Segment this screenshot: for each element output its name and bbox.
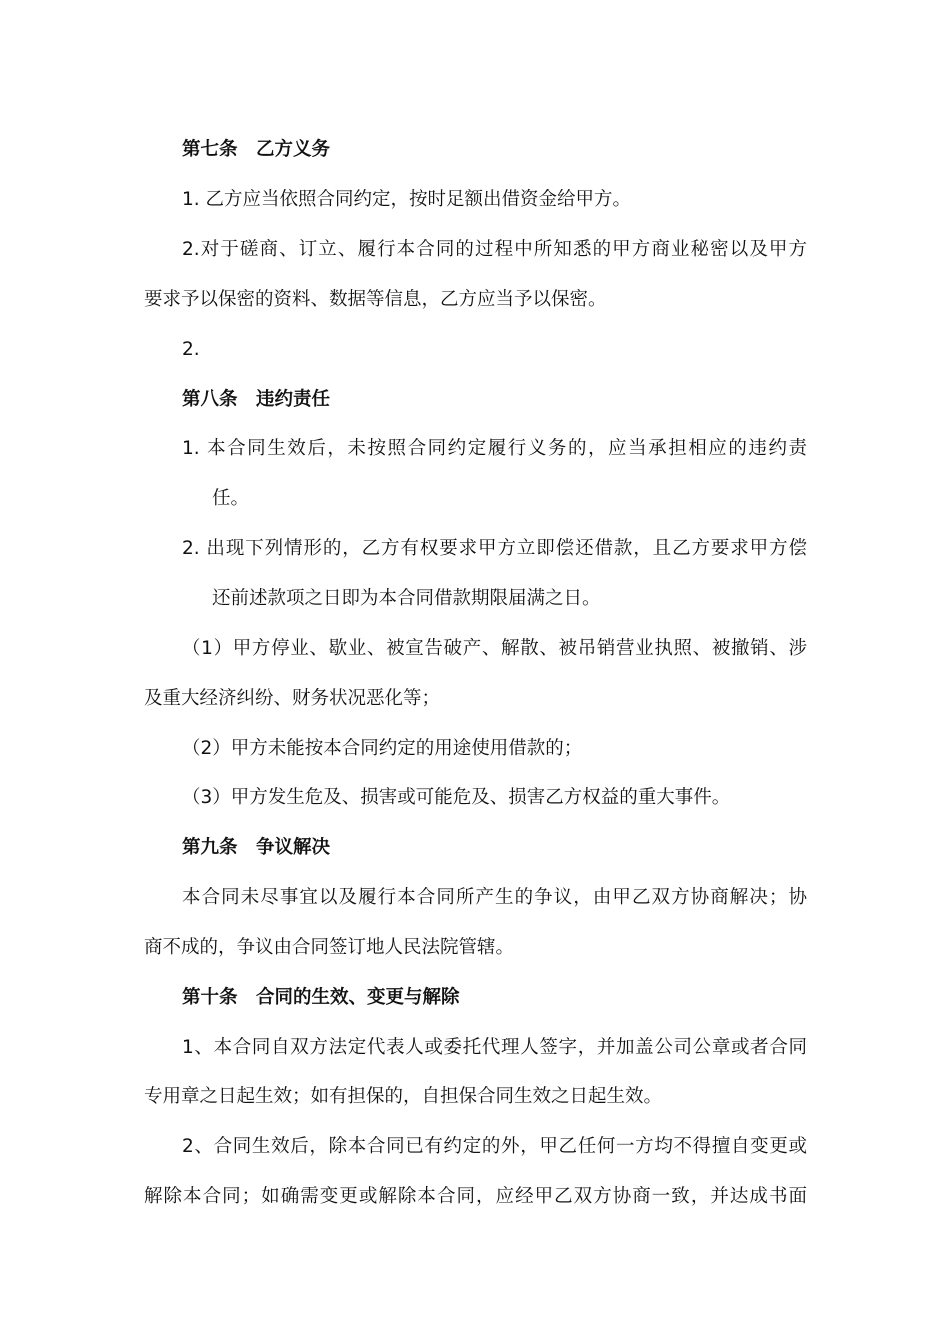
article-8-item-2-line-2: 还前述款项之日即为本合同借款期限届满之日。 [212, 588, 601, 609]
article-8-sub-1-line-1: （1）甲方停业、歇业、被宣告破产、解散、被吊销营业执照、被撤销、涉 [182, 638, 807, 659]
article-9-body-line-1: 本合同未尽事宜以及履行本合同所产生的争议，由甲乙双方协商解决；协 [182, 887, 807, 908]
article-7-item-1: 1. 乙方应当依照合同约定，按时足额出借资金给甲方。 [182, 189, 632, 210]
article-8-item-2-line-1: 2. 出现下列情形的，乙方有权要求甲方立即偿还借款，且乙方要求甲方偿 [182, 538, 807, 559]
article-10-heading: 第十条 合同的生效、变更与解除 [182, 987, 460, 1008]
article-7-item-3: 2. [182, 339, 200, 360]
article-8-sub-1-line-2: 及重大经济纠纷、财务状况恶化等； [144, 688, 441, 709]
article-8-sub-3: （3）甲方发生危及、损害或可能危及、损害乙方权益的重大事件。 [182, 787, 731, 808]
article-9-body-line-2: 商不成的，争议由合同签订地人民法院管辖。 [144, 937, 515, 958]
article-7-item-2-line-2: 要求予以保密的资料、数据等信息，乙方应当予以保密。 [144, 289, 607, 310]
article-7-heading: 第七条 乙方义务 [182, 139, 331, 160]
article-10-item-1-line-2: 专用章之日起生效；如有担保的，自担保合同生效之日起生效。 [144, 1086, 663, 1107]
article-8-item-1-line-2: 任。 [212, 488, 250, 509]
article-8-heading: 第八条 违约责任 [182, 389, 331, 410]
article-10-item-1-line-1: 1、本合同自双方法定代表人或委托代理人签字，并加盖公司公章或者合同 [182, 1037, 807, 1058]
article-8-item-1-line-1: 1. 本合同生效后，未按照合同约定履行义务的，应当承担相应的违约责 [182, 438, 807, 459]
article-8-sub-2: （2）甲方未能按本合同约定的用途使用借款的； [182, 738, 583, 759]
article-10-item-2-line-1: 2、合同生效后，除本合同已有约定的外，甲乙任何一方均不得擅自变更或 [182, 1136, 807, 1157]
article-9-heading: 第九条 争议解决 [182, 837, 331, 858]
article-7-item-2-line-1: 2.对于磋商、订立、履行本合同的过程中所知悉的甲方商业秘密以及甲方 [182, 239, 807, 260]
article-10-item-2-line-2: 解除本合同；如确需变更或解除本合同，应经甲乙双方协商一致，并达成书面 [144, 1186, 807, 1207]
